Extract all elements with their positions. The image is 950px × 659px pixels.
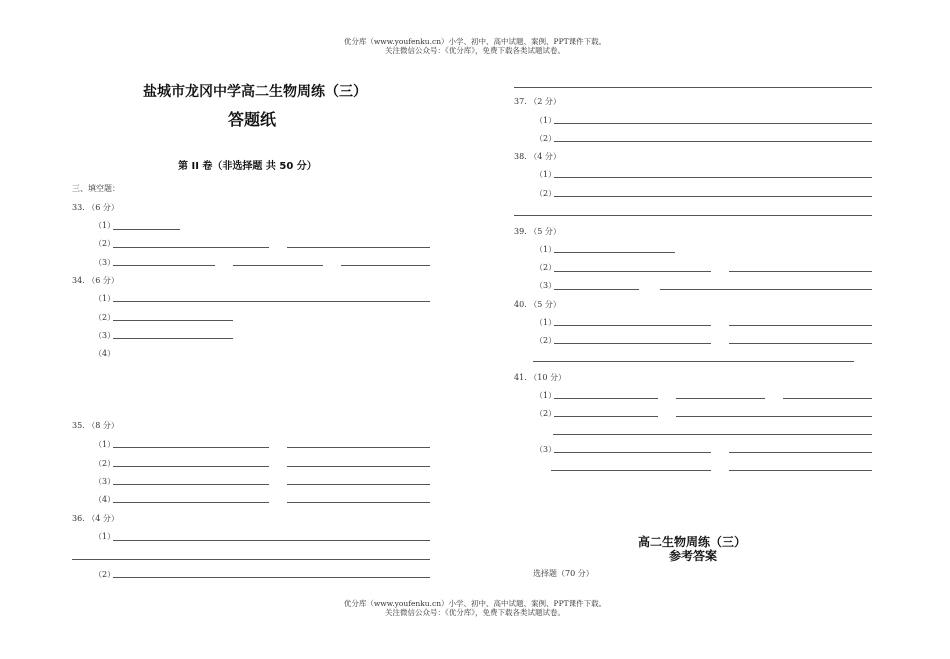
q35-part4-blank-b[interactable] [287, 502, 430, 503]
q41-part1-blank-a[interactable] [554, 398, 658, 399]
q41-part3-blank-d[interactable] [729, 470, 872, 471]
q40-label: 40. （5 分） [514, 300, 561, 309]
q38-part2-label: （2） [535, 189, 557, 198]
q35-part2-label: （2） [94, 459, 116, 468]
q41-part2-continuation-blank[interactable] [553, 434, 872, 435]
q34-part4-label: （4） [94, 349, 116, 358]
q33-part1-label: （1） [94, 221, 116, 230]
footer-line-1: 优分库（www.youfenku.cn）小学、初中、高中试题、案例、PPT课件下载。 [343, 599, 607, 608]
q35-label: 35. （8 分） [72, 421, 119, 430]
q41-part1-blank-b[interactable] [676, 398, 765, 399]
q41-part3-blank-c[interactable] [551, 470, 711, 471]
q35-part1-label: （1） [94, 440, 116, 449]
q34-label: 34. （6 分） [72, 276, 119, 285]
answer-key-subtitle: 参考答案 [669, 549, 718, 563]
q34-part3-label: （3） [94, 331, 116, 340]
q39-part3-blank-b[interactable] [660, 289, 872, 290]
q41-part2-label: （2） [535, 409, 557, 418]
q33-part3-blank-a[interactable] [113, 265, 215, 266]
q39-part1-blank[interactable] [554, 252, 675, 253]
q36-part1-label: （1） [94, 532, 116, 541]
q33-part1-blank[interactable] [113, 229, 180, 230]
q35-part1-blank-b[interactable] [287, 447, 430, 448]
q37-part1-blank[interactable] [554, 123, 872, 124]
header-line-2: 关注微信公众号：《优分库》，免费下载各类试题试卷。 [385, 46, 565, 55]
header-line-1: 优分库（www.youfenku.cn）小学、初中、高中试题、案例、PPT课件下载。 [343, 37, 607, 46]
q39-part3-blank-a[interactable] [554, 289, 639, 290]
q33-part2-blank-b[interactable] [287, 247, 430, 248]
q41-label: 41. （10 分） [514, 373, 566, 382]
q40-part1-blank-a[interactable] [554, 325, 711, 326]
q37-part1-label: （1） [535, 116, 557, 125]
q39-part3-label: （3） [535, 281, 557, 290]
section-heading: 第 II 卷（非选择题 共 50 分） [178, 161, 317, 172]
q33-part3-blank-b[interactable] [233, 265, 323, 266]
q35-part2-blank-b[interactable] [287, 466, 430, 467]
q40-part2-label: （2） [535, 336, 557, 345]
q40-part1-blank-b[interactable] [729, 325, 872, 326]
q37-part2-label: （2） [535, 134, 557, 143]
q39-label: 39. （5 分） [514, 227, 561, 236]
q39-part2-label: （2） [535, 263, 557, 272]
q35-part3-blank-b[interactable] [287, 484, 430, 485]
q35-part4-label: （4） [94, 495, 116, 504]
q38-part2-blank[interactable] [554, 196, 872, 197]
q40-part2-blank-a[interactable] [554, 343, 711, 344]
q35-part3-blank-a[interactable] [113, 484, 269, 485]
q33-label: 33. （6 分） [72, 203, 119, 212]
q33-part3-label: （3） [94, 258, 116, 267]
fill-in-heading: 三、填空题： [72, 184, 120, 193]
q36-part1-blank[interactable] [113, 540, 430, 541]
q41-part2-blank-a[interactable] [554, 416, 658, 417]
q41-part1-label: （1） [535, 391, 557, 400]
q35-part4-blank-a[interactable] [113, 502, 269, 503]
answer-key-title: 高二生物周练（三） [638, 535, 747, 549]
q33-part3-blank-c[interactable] [341, 265, 430, 266]
q33-part2-blank-a[interactable] [113, 247, 269, 248]
answer-sheet-title: 答题纸 [228, 110, 277, 129]
q34-part1-label: （1） [94, 294, 116, 303]
q41-part3-blank-b[interactable] [729, 452, 872, 453]
q35-part2-blank-a[interactable] [113, 466, 269, 467]
q38-part1-label: （1） [535, 170, 557, 179]
q36-part2-blank[interactable] [113, 577, 430, 578]
q34-part2-label: （2） [94, 313, 116, 322]
footer-line-2: 关注微信公众号：《优分库》，免费下载各类试题试卷。 [385, 608, 565, 617]
q38-part1-blank[interactable] [554, 177, 872, 178]
q41-part2-blank-b[interactable] [676, 416, 872, 417]
q40-part2-blank-b[interactable] [729, 343, 872, 344]
q34-part1-blank[interactable] [113, 301, 430, 302]
q35-part1-blank-a[interactable] [113, 447, 269, 448]
q37-label: 37. （2 分） [514, 97, 561, 106]
q41-part3-label: （3） [535, 445, 557, 454]
q36-continuation-blank[interactable] [72, 559, 430, 560]
q36-part2-label: （2） [94, 570, 116, 579]
q34-part2-blank[interactable] [113, 320, 233, 321]
q38-continuation-blank[interactable] [514, 215, 872, 216]
q33-part2-label: （2） [94, 239, 116, 248]
exam-title: 盐城市龙冈中学高二生物周练（三） [143, 84, 367, 100]
q36-label: 36. （4 分） [72, 514, 119, 523]
q35-part3-label: （3） [94, 477, 116, 486]
q41-part1-blank-c[interactable] [783, 398, 872, 399]
top-continuation-blank[interactable] [514, 87, 872, 88]
q39-part2-blank-a[interactable] [554, 271, 711, 272]
q39-part1-label: （1） [535, 245, 557, 254]
q40-continuation-blank[interactable] [533, 361, 854, 362]
q41-part3-blank-a[interactable] [554, 452, 711, 453]
q34-part3-blank[interactable] [113, 338, 233, 339]
q37-part2-blank[interactable] [554, 141, 872, 142]
q40-part1-label: （1） [535, 318, 557, 327]
q38-label: 38. （4 分） [514, 152, 561, 161]
q39-part2-blank-b[interactable] [729, 271, 872, 272]
choice-questions-label: 选择题（70 分） [533, 569, 594, 578]
